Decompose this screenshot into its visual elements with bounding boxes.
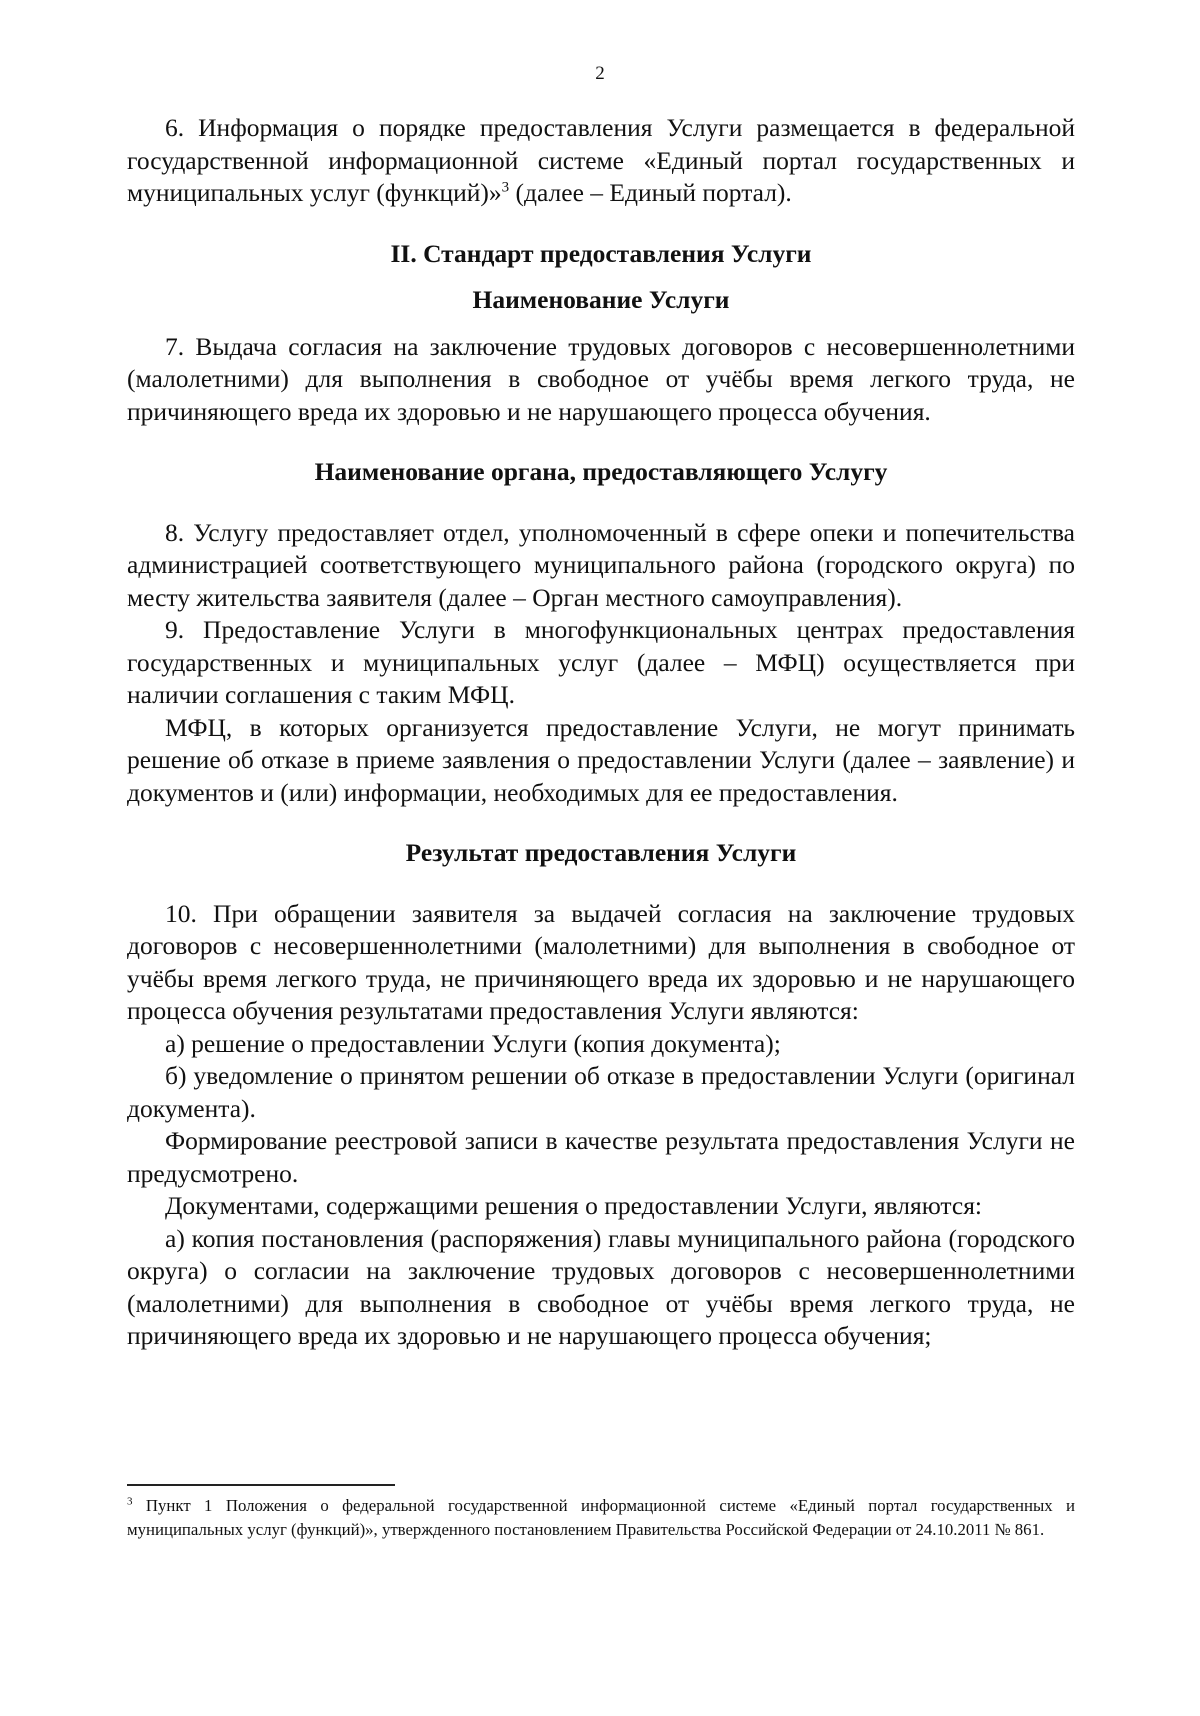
document-body <box>127 112 1075 1353</box>
paragraph-6 <box>127 112 1075 210</box>
paragraph-9: 9. Предоставление Услуги в многофункциональных центрах предоставления государственных и муниципальных услуг (далее – МФЦ) осуществляется при наличии соглашения с таким МФЦ. <box>127 615 1075 709</box>
paragraph-10-item-b: б) уведомление о принятом решении об отказе в предоставлении Услуги (оригинал документа). <box>127 1061 1075 1123</box>
paragraph-8: 8. Услугу предоставляет отдел, уполномоченный в сфере опеки и попечительства администрацией соответствующего муниципального района (городского округа) по месту жительства заявителя (далее – Орган местного самоуправления). <box>127 517 1075 612</box>
page-number: 2 <box>595 63 605 84</box>
section-heading: II. Стандарт предоставления Услуги <box>390 238 812 268</box>
paragraph-10-documents-item-a: а) копия постановления (распоряжения) главы муниципального района (городского округа) о согласии на заключение трудовых договоров с несовершеннолетними (малолетними) для выполнения в свободное от учёбы время легкого труда, не причиняющего вреда их здоровью и не нарушающего процесса обучения; <box>127 1223 1075 1350</box>
paragraph-10-item-a: а) решение о предоставлении Услуги (копия документа); <box>165 1028 781 1058</box>
subheading-service-name: Наименование Услуги <box>472 285 730 314</box>
paragraph-6-text: 6. Информация о порядке предоставления Услуги размещается в федеральной государственной информационной системе «Единый портал государственных и муниципальных услуг (функций)» <box>127 113 1075 207</box>
paragraph-10-documents-intro: Документами, содержащими решения о предоставлении Услуги, являются: <box>165 1191 983 1220</box>
paragraph-9-continued: МФЦ, в которых организуется предоставление Услуги, не могут принимать решение об отказе в приеме заявления о предоставлении Услуги (далее – заявление) и документов и (или) информации, необходимых для ее предоставления. <box>127 712 1075 807</box>
subheading-result: Результат предоставления Услуги <box>405 838 797 867</box>
footnote-text: Пункт 1 Положения о федеральной государственной информационной системе «Единый портал государственных и муниципальных услуг (функций)», утвержденного постановлением Правительства Российской Федерации от 24.10.2011 № 861. <box>127 1496 1075 1539</box>
footnote-divider <box>127 1484 395 1486</box>
footnote <box>127 1494 1075 1541</box>
footnote-reference[interactable]: 3 <box>501 179 510 196</box>
paragraph-10-registry-note: Формирование реестровой записи в качестве результата предоставления Услуги не предусмотрено. <box>127 1126 1075 1188</box>
paragraph-7: 7. Выдача согласия на заключение трудовых договоров с несовершеннолетними (малолетними) для выполнения в свободное от учёбы время легкого труда, не причиняющего вреда их здоровью и не нарушающего процесса обучения. <box>127 331 1075 426</box>
footnote-marker: 3 <box>127 1495 133 1508</box>
subheading-authority: Наименование органа, предоставляющего Услугу <box>314 457 888 486</box>
paragraph-10: 10. При обращении заявителя за выдачей согласия на заключение трудовых договоров с несовершеннолетними (малолетними) для выполнения в свободное от учёбы время легкого труда, не причиняющего вреда их здоровью и не нарушающего процесса обучения результатами предоставления Услуги являются: <box>127 898 1075 1025</box>
paragraph-6-tail: (далее – Единый портал). <box>509 178 792 207</box>
